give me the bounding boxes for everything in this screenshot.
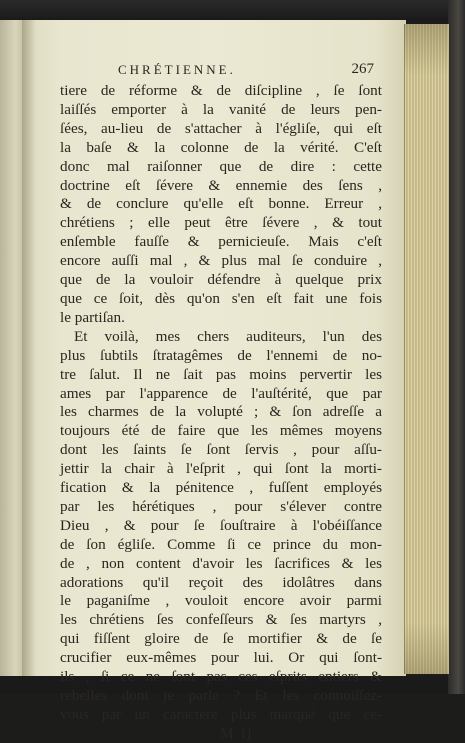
book-cover-right xyxy=(448,0,465,694)
text-line: doctrine eſt ſévere & ennemie des ſens , xyxy=(60,176,382,194)
text-line: le paganiſme , vouloit encore avoir parmi xyxy=(60,592,382,610)
text-line: laiſſés emporter à la vanité de leurs pen- xyxy=(60,100,382,118)
text-line: toujours été de faire que les mêmes moyens xyxy=(60,422,382,440)
text-line: tiere de réforme & de diſcipline , ſe ſont xyxy=(60,82,382,99)
text-line: encore auſſi mal , & plus mal ſe conduire , xyxy=(60,252,382,270)
page-block-shadow xyxy=(404,24,448,674)
body-text xyxy=(60,82,382,725)
text-line: vous par un caractere plus marqué que ce- xyxy=(60,705,382,723)
text-line: les chrétiens ſes confeſſeurs & ſes martyrs , xyxy=(60,611,382,629)
text-line: enſemble fauſſe & pernicieuſe. Mais c'eſt xyxy=(60,233,382,251)
text-line: plus ſubtils ſtratagêmes de l'ennemi de no- xyxy=(60,346,382,364)
text-line: jettir la chair à l'eſprit , qui ſont la morti- xyxy=(60,460,382,478)
text-line: le partiſan. xyxy=(60,308,125,326)
running-title: CHRÉTIENNE. xyxy=(118,62,236,77)
text-line: par les hérétiques , pour s'élever contre xyxy=(60,497,382,515)
text-line: la baſe & la colonne de la vérité. C'eſt xyxy=(60,138,382,156)
text-line: fication & la pénitence , fuſſent employés xyxy=(60,479,382,497)
page-text-block xyxy=(60,62,382,743)
book-cover-top xyxy=(0,0,465,20)
text-line: adorations qu'il reçoit des idolâtres dans xyxy=(60,573,382,591)
text-line: qui fiſſent gloire de ſe mortifier & de ſe xyxy=(60,630,382,648)
page-gutter-shadow xyxy=(22,20,36,676)
facing-page-edge xyxy=(0,20,23,676)
text-line: dont les ſaints ſe ſont ſervis , pour aſſu- xyxy=(60,441,382,459)
text-line: chrétiens ; elle peut être ſévere , & tout xyxy=(60,214,382,232)
signature-mark: M ij xyxy=(220,725,254,742)
text-line: de , non content d'avoir les ſacrifices & les xyxy=(60,554,382,572)
text-line: ils , ſi ce ne ſont pas ces eſprits entiers & xyxy=(60,668,382,686)
text-line: tre ſalut. Il ne ſait pas moins pervertir les xyxy=(60,365,382,383)
text-line: donc mal raiſonner que de dire : cette xyxy=(60,157,382,175)
text-line: rebelles dont je parle ? Et les connoiſſez- xyxy=(60,687,382,704)
text-line: Dieu , & pour ſe ſouſtraire à l'obéiſſance xyxy=(60,516,382,534)
page-number: 267 xyxy=(351,61,374,77)
running-header xyxy=(60,62,382,80)
text-line: de ſon égliſe. Comme ſi ce prince du mon- xyxy=(60,535,382,553)
text-line: que de la vouloir défendre à quelque prix xyxy=(60,271,382,289)
paragraph-first-line: Et voilà, mes chers auditeurs, l'un des xyxy=(74,327,382,345)
text-line: ſées, au-lieu de s'attacher à l'égliſe, qui eſt xyxy=(60,119,382,137)
text-line: les charmes de la volupté ; & ſon adreſſe a xyxy=(60,403,382,421)
text-line: crucifier eux-mêmes pour lui. Or qui ſont- xyxy=(60,649,382,667)
text-line: ames par l'apparence de l'auſtérité, que par xyxy=(60,384,382,402)
text-line: & de conclure qu'elle eſt bonne. Erreur , xyxy=(60,195,382,213)
text-line: que ce ſoit, dès qu'on s'en eſt fait une fois xyxy=(60,289,382,307)
